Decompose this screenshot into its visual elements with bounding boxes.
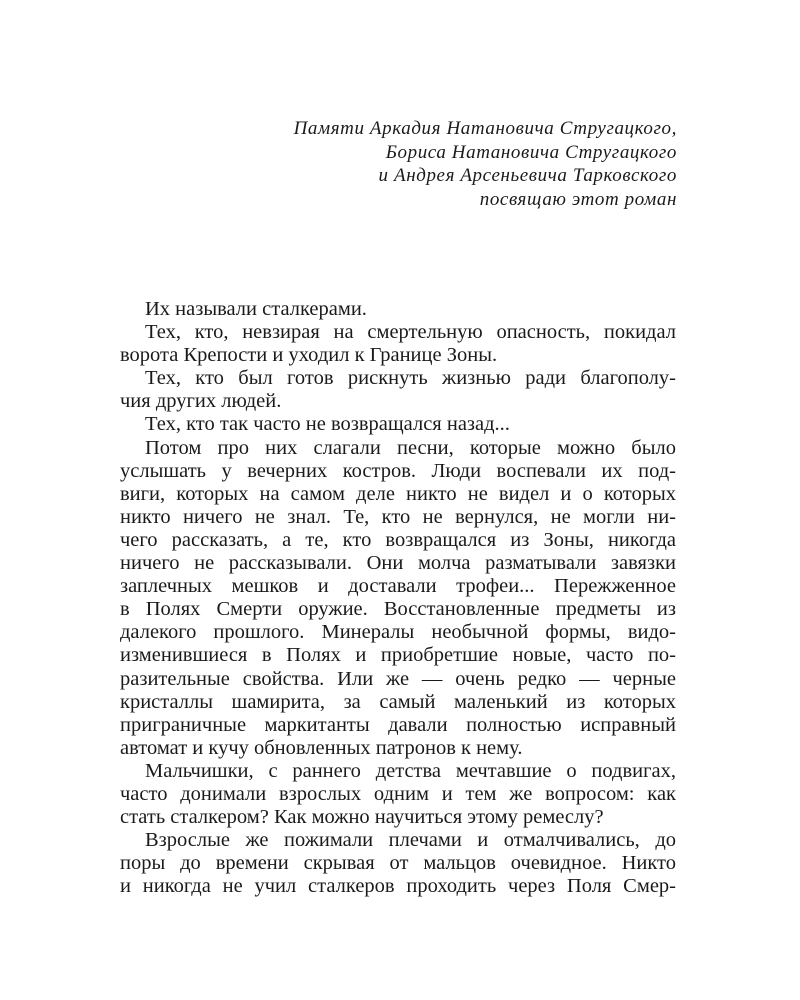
text-line: ничего не рассказывали. Они молча разматывали завязки [120,552,676,575]
text-line: поры до времени скрывая от мальцов очевидное. Никто [120,852,676,875]
dedication [294,117,677,211]
text-line: разительные свойства. Или же — очень редко — черные [120,667,676,690]
text-line: Их называли сталкерами. [145,298,367,320]
text-line: стать сталкером? Как можно научиться этому ремеслу? [120,806,604,829]
text-line: часто донимали взрослых одним и тем же вопросом: как [120,782,676,805]
text-line: никто ничего не знал. Те, кто не вернулся, не могли ни- [120,505,676,528]
text-line: чего рассказать, а те, кто возвращался из Зоны, никогда [120,528,676,551]
text-line: далекого прошлого. Минералы необычной формы, видо- [120,621,676,644]
text-line: услышать у вечерних костров. Люди воспевали их под- [120,459,676,482]
text-line: автомат и кучу обновленных патронов к нему. [120,736,523,759]
text-line: виги, которых на самом деле никто не видел и о которых [120,482,676,505]
text-line: и никогда не учил сталкеров проходить через Поля Смер- [120,875,676,898]
text-line: Тех, кто так часто не возвращался назад... [145,413,510,436]
text-line: в Полях Смерти оружие. Восстановленные предметы из [120,598,676,621]
text-line: Тех, кто, невзирая на смертельную опасность, покидал [145,321,676,344]
text-line: Мальчишки, с раннего детства мечтавшие о подвигах, [145,759,676,782]
text-line: чия других людей. [120,390,282,413]
dedication-line: и Андрея Арсеньевича Тарковского [378,165,677,186]
text-line: Потом про них слагали песни, которые можно было [145,436,676,459]
dedication-line: Бориса Натановича Стругацкого [385,141,677,163]
dedication-line: посвящаю этот роман [479,188,677,210]
text-line: заплечных мешков и доставали трофеи... Пережженное [120,575,676,598]
text-line: Взрослые же пожимали плечами и отмалчивались, до [145,829,676,852]
text-line: ворота Крепости и уходил к Границе Зоны. [120,344,498,367]
text-line: кристаллы шамирита, за самый маленький из которых [120,690,676,713]
body-text [120,298,676,898]
text-line: Тех, кто был готов рискнуть жизнью ради благополу- [145,367,676,390]
dedication-line: Памяти Аркадия Натановича Стругацкого, [293,118,677,139]
text-line: изменившиеся в Полях и приобретшие новые, часто по- [120,644,676,667]
text-line: приграничные маркитанты давали полностью исправный [120,713,676,736]
